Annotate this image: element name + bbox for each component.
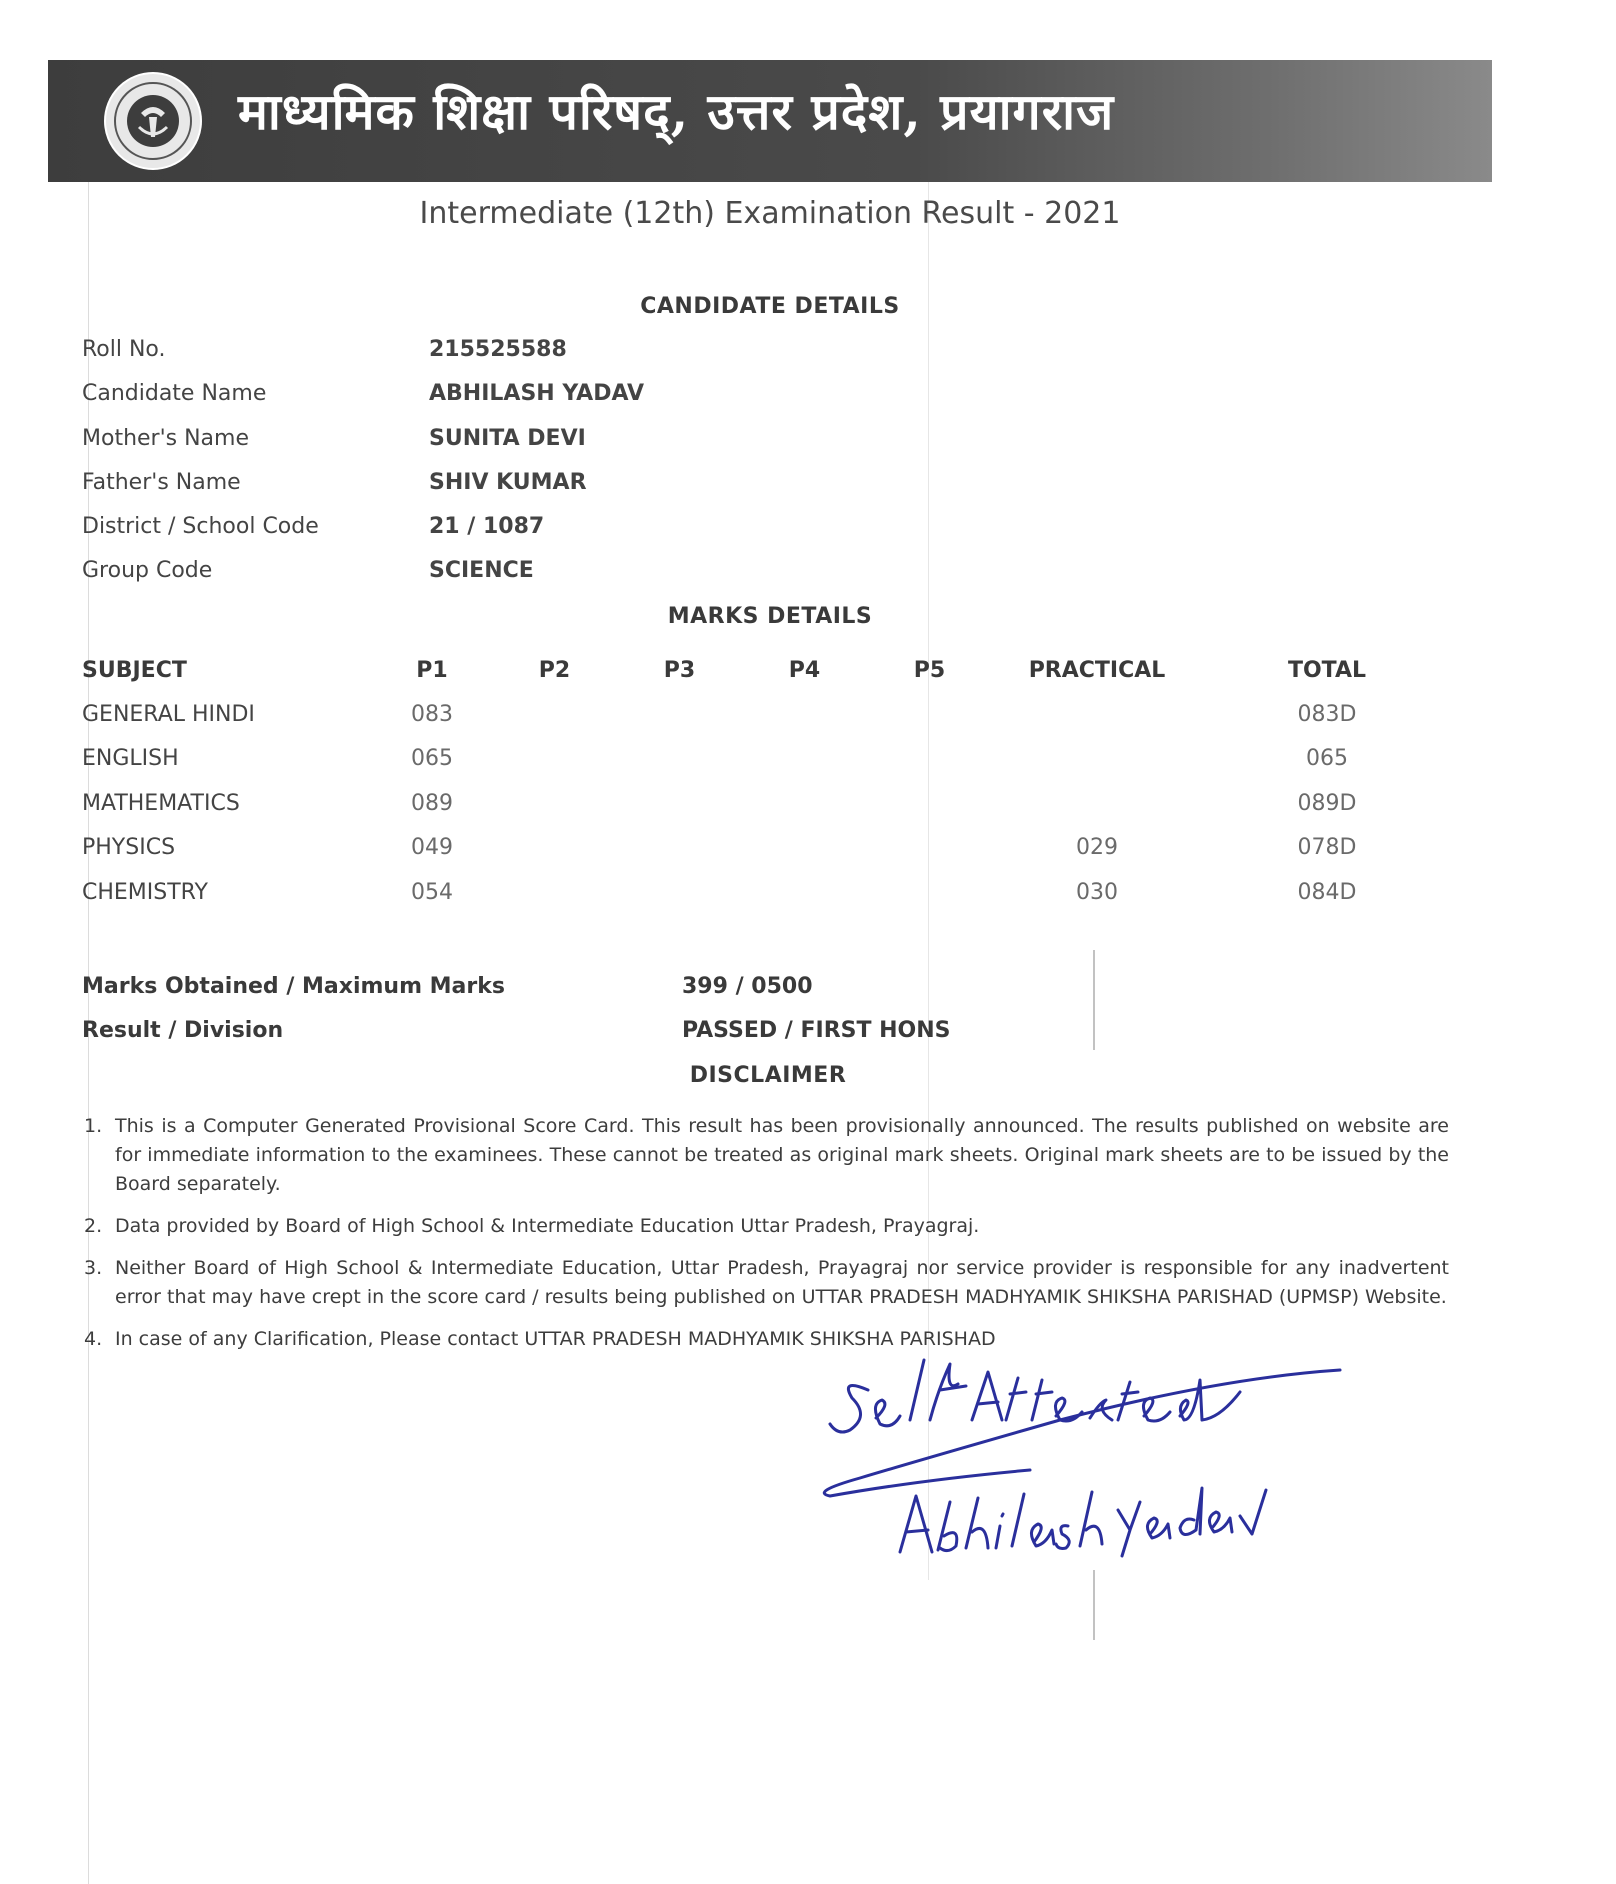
cell-p2 — [492, 826, 617, 871]
disclaimer-text: Neither Board of High School & Intermediate Education, Uttar Pradesh, Prayagraj nor service provider is responsible for any inadvertent error that may have crept in the score card / results being published on UTTAR PRADESH MADHYAMIK SHIKSHA PARISHAD (UPMSP) Website. — [115, 1257, 1449, 1308]
table-row — [82, 737, 1452, 782]
cell-p1: 083 — [411, 701, 453, 727]
exam-title: Intermediate (12th) Examination Result - 2021 — [419, 196, 1121, 231]
disclaimer-number: 4. — [84, 1328, 103, 1350]
disclaimer-item — [84, 1212, 1449, 1241]
cell-p1: 049 — [411, 835, 453, 861]
cell-p3 — [617, 692, 742, 737]
table-row — [82, 870, 1452, 915]
board-emblem-logo — [103, 71, 203, 171]
column-header-p3: P3 — [663, 657, 696, 683]
cell-p3 — [617, 870, 742, 915]
column-header-p5: P5 — [913, 657, 946, 683]
column-header-total: TOTAL — [1287, 657, 1367, 683]
disclaimer-text: In case of any Clarification, Please contact UTTAR PRADESH MADHYAMIK SHIKSHA PARISHAD — [115, 1328, 996, 1350]
candidate-details-heading: CANDIDATE DETAILS — [640, 294, 900, 319]
disclaimer-heading: DISCLAIMER — [689, 1063, 847, 1088]
cell-p5 — [867, 826, 992, 871]
column-header-p2: P2 — [538, 657, 571, 683]
cell-p5 — [867, 737, 992, 782]
cell-practical — [992, 692, 1202, 737]
table-row — [82, 692, 1452, 737]
cell-p2 — [492, 781, 617, 826]
cell-p3 — [617, 737, 742, 782]
disclaimer-item — [84, 1112, 1449, 1199]
cell-p5 — [867, 781, 992, 826]
cell-p5 — [867, 870, 992, 915]
cell-p4 — [742, 870, 867, 915]
cell-p2 — [492, 737, 617, 782]
detail-label: Roll No. — [82, 337, 166, 362]
scan-artifact-right — [1093, 950, 1095, 1050]
cell-total: 089D — [1297, 790, 1357, 816]
marks-obtained-value: 399 / 0500 — [682, 974, 813, 999]
marks-header-row — [82, 648, 1452, 692]
cell-practical: 030 — [1076, 879, 1118, 905]
cell-p3 — [617, 826, 742, 871]
disclaimer-item — [84, 1254, 1449, 1312]
disclaimer-text: This is a Computer Generated Provisional Score Card. This result has been provisionally announced. The results published on website are for immediate information to the examinees. These cannot be treated as original mark sheets. Original mark sheets are to be issued by the Board separately. — [115, 1115, 1449, 1195]
cell-p1: 054 — [411, 879, 453, 905]
detail-label: Mother's Name — [82, 426, 249, 451]
cell-total: 078D — [1297, 835, 1357, 861]
cell-p2 — [492, 692, 617, 737]
column-header-p4: P4 — [788, 657, 821, 683]
marks-obtained-label: Marks Obtained / Maximum Marks — [82, 974, 505, 999]
cell-p4 — [742, 826, 867, 871]
detail-label: District / School Code — [82, 514, 319, 539]
table-row — [82, 781, 1452, 826]
detail-value: ABHILASH YADAV — [429, 381, 645, 406]
cell-subject: PHYSICS — [82, 835, 176, 861]
board-title: माध्यमिक शिक्षा परिषद्, उत्तर प्रदेश, प्रयागराज — [238, 82, 1115, 141]
cell-p3 — [617, 781, 742, 826]
cell-total: 084D — [1297, 879, 1357, 905]
disclaimer-number: 2. — [84, 1215, 103, 1237]
marks-details-heading: MARKS DETAILS — [667, 604, 873, 629]
detail-label: Father's Name — [82, 470, 241, 495]
result-division-label: Result / Division — [82, 1018, 284, 1043]
cell-p1: 065 — [411, 746, 453, 772]
cell-p4 — [742, 692, 867, 737]
cell-practical: 029 — [1076, 835, 1118, 861]
cell-subject: CHEMISTRY — [82, 879, 208, 905]
cell-p4 — [742, 781, 867, 826]
cell-total: 065 — [1306, 746, 1348, 772]
result-division-value: PASSED / FIRST HONS — [682, 1018, 951, 1043]
cell-practical — [992, 737, 1202, 782]
disclaimer-number: 3. — [84, 1257, 103, 1279]
cell-p5 — [867, 692, 992, 737]
table-row — [82, 826, 1452, 871]
cell-p2 — [492, 870, 617, 915]
cell-total: 083D — [1297, 701, 1357, 727]
handwritten-signature — [800, 1320, 1360, 1570]
scan-artifact-right-2 — [1093, 1570, 1095, 1640]
header-banner — [48, 60, 1492, 182]
marks-table — [82, 648, 1452, 915]
disclaimer-text: Data provided by Board of High School & Intermediate Education Uttar Pradesh, Prayagraj. — [115, 1215, 980, 1237]
cell-subject: ENGLISH — [82, 746, 179, 772]
detail-value: SCIENCE — [429, 558, 534, 583]
cell-p1: 089 — [411, 790, 453, 816]
detail-value: SUNITA DEVI — [429, 426, 586, 451]
detail-value: 21 / 1087 — [429, 514, 545, 539]
scan-artifact-left — [88, 60, 89, 1884]
disclaimer-number: 1. — [84, 1115, 103, 1137]
cell-practical — [992, 781, 1202, 826]
column-header-subject: SUBJECT — [82, 657, 187, 683]
column-header-practical: PRACTICAL — [1028, 657, 1166, 683]
cell-subject: GENERAL HINDI — [82, 701, 255, 727]
column-header-p1: P1 — [416, 657, 448, 683]
detail-value: SHIV KUMAR — [429, 470, 587, 495]
detail-value: 215525588 — [429, 337, 567, 362]
cell-subject: MATHEMATICS — [82, 790, 240, 816]
cell-p4 — [742, 737, 867, 782]
detail-label: Candidate Name — [82, 381, 267, 406]
detail-label: Group Code — [82, 558, 213, 583]
